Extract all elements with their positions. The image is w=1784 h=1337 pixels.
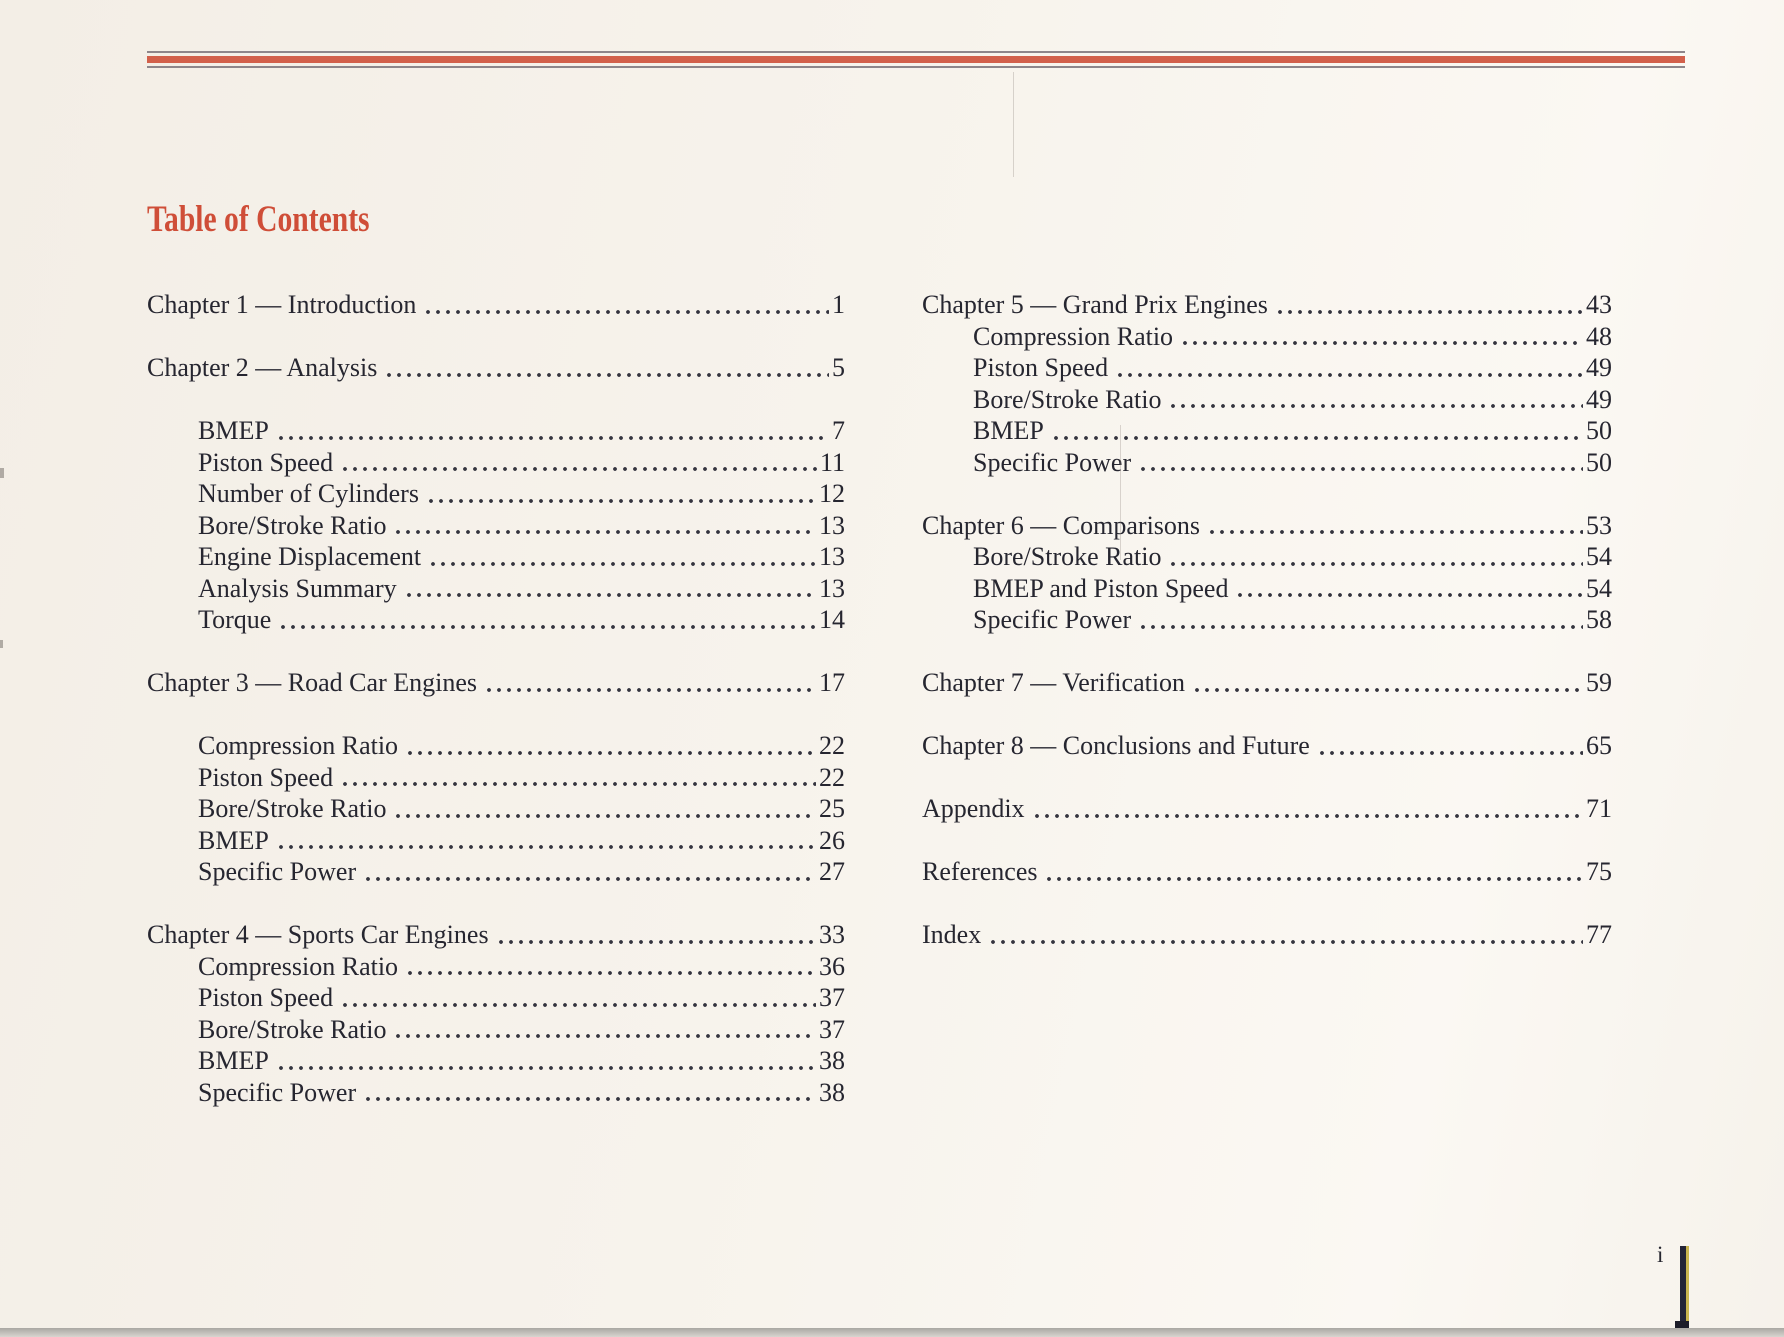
dot-leader bbox=[405, 951, 816, 983]
folio-page-number: i bbox=[1657, 1242, 1664, 1267]
toc-entry bbox=[147, 730, 845, 762]
toc-entry-label: Engine Displacement bbox=[198, 542, 422, 571]
dot-leader bbox=[404, 573, 816, 605]
toc-entry-label: Chapter 2 — Analysis bbox=[147, 353, 378, 382]
toc-entry-label: References bbox=[922, 857, 1038, 886]
toc-entry-page: 14 bbox=[819, 605, 845, 634]
toc-entry-page: 13 bbox=[819, 573, 845, 603]
toc-entry bbox=[147, 352, 845, 384]
scan-crease bbox=[1013, 72, 1014, 177]
toc-entry bbox=[922, 541, 1612, 573]
dot-leader bbox=[1168, 384, 1583, 416]
toc-entry-page: 58 bbox=[1586, 605, 1612, 634]
toc-entry-page: 27 bbox=[819, 857, 845, 886]
dot-leader bbox=[1168, 541, 1583, 573]
dot-leader bbox=[276, 415, 829, 447]
dot-leader bbox=[278, 604, 816, 636]
toc-entry-label: BMEP and Piston Speed bbox=[973, 573, 1229, 603]
dot-leader bbox=[1032, 793, 1583, 825]
toc-entry-page: 38 bbox=[819, 1046, 845, 1075]
toc-entry bbox=[147, 951, 845, 983]
toc-entry-label: Analysis Summary bbox=[198, 573, 397, 603]
toc-entry-page: 26 bbox=[819, 825, 845, 855]
toc-entry bbox=[147, 982, 845, 1014]
toc-entry-page: 17 bbox=[819, 668, 845, 697]
toc-entry-label: BMEP bbox=[198, 1046, 269, 1075]
toc-entry-page: 22 bbox=[819, 731, 845, 760]
toc-entry-label: Specific Power bbox=[973, 447, 1132, 477]
toc-entry-label: Chapter 5 — Grand Prix Engines bbox=[922, 290, 1268, 319]
toc-entry-label: Index bbox=[922, 920, 982, 949]
toc-entry-label: Torque bbox=[198, 605, 272, 634]
dot-leader bbox=[1207, 510, 1583, 542]
toc-entry-page: 48 bbox=[1586, 321, 1612, 351]
toc-entry-page: 50 bbox=[1586, 416, 1612, 445]
header-rule bbox=[147, 51, 1685, 68]
toc-entry-label: Piston Speed bbox=[973, 353, 1109, 382]
toc-entry bbox=[147, 1045, 845, 1077]
toc-entry bbox=[147, 573, 845, 605]
dot-leader bbox=[393, 510, 816, 542]
toc-entry bbox=[147, 510, 845, 542]
toc-entry-label: Chapter 8 — Conclusions and Future bbox=[922, 731, 1310, 760]
dot-leader bbox=[496, 919, 816, 951]
dot-leader bbox=[405, 730, 816, 762]
toc-entry-label: Bore/Stroke Ratio bbox=[198, 794, 387, 823]
toc-entry-label: Number of Cylinders bbox=[198, 479, 419, 508]
dot-leader bbox=[988, 919, 1583, 951]
toc-entry-page: 71 bbox=[1586, 794, 1612, 823]
toc-entry-page: 54 bbox=[1586, 542, 1612, 571]
dot-leader bbox=[1044, 856, 1583, 888]
toc-entry-page: 13 bbox=[819, 510, 845, 540]
toc-entry-label: BMEP bbox=[198, 825, 269, 855]
dot-leader bbox=[426, 478, 816, 510]
toc-column-right bbox=[922, 289, 1612, 951]
toc-entry bbox=[922, 321, 1612, 353]
toc-entry-label: Specific Power bbox=[198, 1077, 357, 1107]
dot-leader bbox=[393, 793, 816, 825]
toc-column-left bbox=[147, 289, 845, 1108]
dot-leader bbox=[363, 856, 816, 888]
toc-entry-page: 25 bbox=[819, 794, 845, 823]
dot-leader bbox=[1192, 667, 1583, 699]
toc-entry-page: 13 bbox=[819, 542, 845, 571]
toc-entry-page: 49 bbox=[1586, 353, 1612, 382]
header-rule-thin-bottom bbox=[147, 66, 1685, 68]
toc-entry-label: Bore/Stroke Ratio bbox=[198, 1014, 387, 1044]
toc-entry-page: 37 bbox=[819, 983, 845, 1012]
toc-entry bbox=[922, 289, 1612, 321]
scan-crease bbox=[1120, 425, 1121, 560]
toc-entry-label: Piston Speed bbox=[198, 762, 334, 792]
toc-entry-label: Piston Speed bbox=[198, 983, 334, 1012]
dot-leader bbox=[1317, 730, 1583, 762]
toc-entry bbox=[922, 730, 1612, 762]
toc-entry-label: Appendix bbox=[922, 794, 1025, 823]
toc-entry-page: 38 bbox=[819, 1077, 845, 1107]
dot-leader bbox=[1235, 573, 1583, 605]
toc-entry bbox=[147, 1077, 845, 1109]
toc-entry bbox=[147, 604, 845, 636]
dot-leader bbox=[340, 762, 816, 794]
dot-leader bbox=[340, 447, 817, 479]
toc-entry-label: Specific Power bbox=[973, 605, 1132, 634]
toc-entry bbox=[147, 415, 845, 447]
toc-entry-label: Chapter 3 — Road Car Engines bbox=[147, 668, 477, 697]
toc-entry bbox=[147, 667, 845, 699]
toc-entry-label: Specific Power bbox=[198, 857, 357, 886]
toc-entry-page: 22 bbox=[819, 762, 845, 792]
scan-speck bbox=[0, 468, 4, 478]
dot-leader bbox=[1138, 604, 1583, 636]
toc-entry-label: Bore/Stroke Ratio bbox=[973, 384, 1162, 414]
page-title: Table of Contents bbox=[147, 199, 370, 240]
dot-leader bbox=[340, 982, 816, 1014]
toc-entry-label: Compression Ratio bbox=[198, 731, 399, 760]
toc-entry bbox=[147, 289, 845, 321]
dot-leader bbox=[1275, 289, 1583, 321]
toc-entry-page: 43 bbox=[1586, 290, 1612, 319]
scan-speck bbox=[0, 640, 3, 648]
toc-entry-page: 77 bbox=[1586, 920, 1612, 949]
toc-entry-page: 75 bbox=[1586, 857, 1612, 886]
toc-entry-label: Bore/Stroke Ratio bbox=[973, 542, 1162, 571]
dot-leader bbox=[1180, 321, 1583, 353]
dot-leader bbox=[1051, 415, 1583, 447]
toc-entry-page: 36 bbox=[819, 951, 845, 981]
toc-entry-page: 49 bbox=[1586, 384, 1612, 414]
toc-entry-label: Compression Ratio bbox=[198, 951, 399, 981]
dot-leader bbox=[384, 352, 829, 384]
dot-leader bbox=[363, 1077, 816, 1109]
dot-leader bbox=[393, 1014, 816, 1046]
toc-entry bbox=[147, 1014, 845, 1046]
toc-entry-page: 7 bbox=[832, 416, 845, 445]
page-edge-bar bbox=[1680, 1246, 1689, 1328]
header-rule-red bbox=[147, 56, 1685, 63]
toc-entry bbox=[922, 415, 1612, 447]
toc-entry-page: 65 bbox=[1586, 731, 1612, 760]
toc-entry-label: Piston Speed bbox=[198, 447, 334, 477]
toc-entry-page: 33 bbox=[819, 920, 845, 949]
toc-entry-label: Chapter 4 — Sports Car Engines bbox=[147, 920, 489, 949]
toc-entry-label: Chapter 7 — Verification bbox=[922, 668, 1186, 697]
toc-entry bbox=[922, 510, 1612, 542]
toc-entry-page: 37 bbox=[819, 1014, 845, 1044]
dot-leader bbox=[484, 667, 816, 699]
toc-entry-label: Bore/Stroke Ratio bbox=[198, 510, 387, 540]
toc-entry-label: BMEP bbox=[973, 416, 1044, 445]
toc-entry bbox=[922, 856, 1612, 888]
toc-entry-page: 50 bbox=[1586, 447, 1612, 477]
toc-entry bbox=[922, 384, 1612, 416]
toc-entry-page: 59 bbox=[1586, 668, 1612, 697]
toc-entry bbox=[147, 856, 845, 888]
toc-entry-page: 11 bbox=[819, 447, 845, 477]
toc-entry-label: Compression Ratio bbox=[973, 321, 1174, 351]
toc-entry-page: 54 bbox=[1586, 573, 1612, 603]
toc-entry bbox=[922, 667, 1612, 699]
toc-entry bbox=[147, 762, 845, 794]
toc-entry bbox=[922, 919, 1612, 951]
scanner-edge-strip bbox=[0, 1328, 1784, 1337]
toc-entry bbox=[922, 447, 1612, 479]
toc-entry-page: 53 bbox=[1586, 510, 1612, 540]
toc-entry bbox=[147, 919, 845, 951]
toc-entry bbox=[147, 825, 845, 857]
toc-entry-label: Chapter 6 — Comparisons bbox=[922, 510, 1201, 540]
dot-leader bbox=[1115, 352, 1583, 384]
dot-leader bbox=[428, 541, 816, 573]
dot-leader bbox=[423, 289, 829, 321]
header-rule-thin-top bbox=[147, 51, 1685, 53]
dot-leader bbox=[1138, 447, 1583, 479]
toc-entry-page: 5 bbox=[832, 353, 845, 382]
toc-entry-page: 1 bbox=[832, 290, 845, 319]
toc-entry-label: Chapter 1 — Introduction bbox=[147, 290, 417, 319]
dot-leader bbox=[276, 825, 816, 857]
dot-leader bbox=[276, 1045, 816, 1077]
toc-entry bbox=[922, 604, 1612, 636]
toc-entry bbox=[147, 793, 845, 825]
toc-entry bbox=[147, 478, 845, 510]
toc-entry bbox=[147, 447, 845, 479]
toc-entry-label: BMEP bbox=[198, 416, 269, 445]
toc-entry bbox=[922, 793, 1612, 825]
toc-entry bbox=[922, 352, 1612, 384]
toc-entry-page: 12 bbox=[819, 479, 845, 508]
toc-entry bbox=[147, 541, 845, 573]
toc-entry bbox=[922, 573, 1612, 605]
